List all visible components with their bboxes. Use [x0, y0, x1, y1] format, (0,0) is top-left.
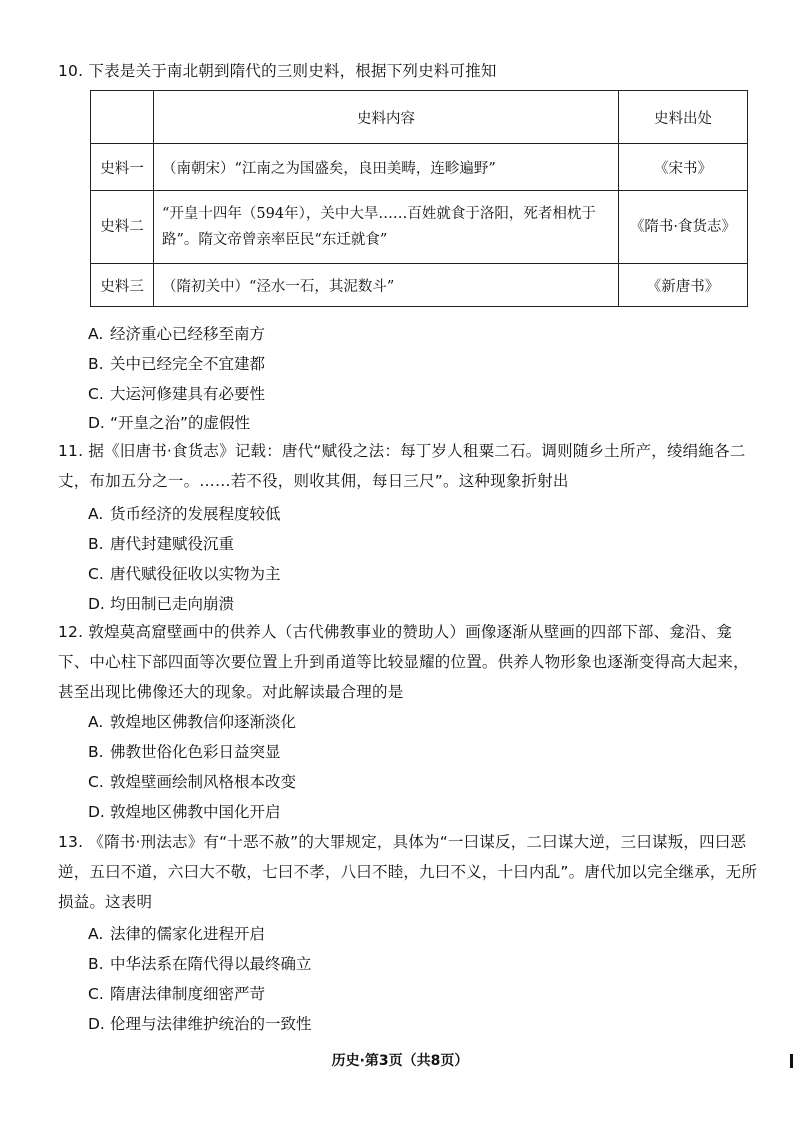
option-label: A.	[88, 325, 104, 343]
option-text: 唐代封建赋役沉重	[110, 535, 235, 553]
option-label: A.	[88, 505, 104, 523]
table-header-cell: 史料内容	[154, 91, 619, 144]
option-c[interactable]	[88, 982, 265, 1006]
option-label: C.	[88, 773, 104, 791]
option-text: 经济重心已经移至南方	[110, 325, 266, 343]
option-text: 敦煌壁画绘制风格根本改变	[110, 773, 297, 791]
option-text: 唐代赋役征收以实物为主	[110, 565, 281, 583]
option-d[interactable]	[88, 411, 250, 435]
question-13-stem	[58, 827, 758, 917]
option-d[interactable]	[88, 800, 281, 824]
row-content: （南朝宋）“江南之为国盛矣，良田美畴，连畛遍野”	[154, 144, 619, 191]
option-text: 佛教世俗化色彩日益突显	[110, 743, 281, 761]
option-c[interactable]	[88, 562, 281, 586]
table-row	[91, 144, 748, 191]
option-text: 敦煌地区佛教中国化开启	[110, 803, 281, 821]
option-text: “开皇之治”的虚假性	[110, 414, 251, 432]
option-label: C.	[88, 565, 104, 583]
question-10-stem	[58, 56, 758, 86]
option-b[interactable]	[88, 352, 265, 376]
scan-mark	[790, 1054, 793, 1068]
option-label: D.	[88, 1015, 105, 1033]
question-text: 据《旧唐书·食货志》记载：唐代“赋役之法：每丁岁人租粟二石。调则随乡土所产，绫绢絁各二丈，布加五分之一。……若不役，则收其佣，每日三尺”。这种现象折射出	[58, 442, 746, 490]
option-label: A.	[88, 925, 104, 943]
option-label: C.	[88, 985, 104, 1003]
option-d[interactable]	[88, 592, 234, 616]
row-source: 《新唐书》	[619, 264, 748, 307]
option-a[interactable]	[88, 502, 281, 526]
option-c[interactable]	[88, 382, 265, 406]
option-label: D.	[88, 595, 105, 613]
option-c[interactable]	[88, 770, 296, 794]
table-header-cell	[91, 91, 154, 144]
question-text: 敦煌莫高窟壁画中的供养人（古代佛教事业的赞助人）画像逐渐从壁画的四部下部、龛沿、龛下、中心柱下部四面等次要位置上升到甬道等比较显耀的位置。供养人物形象也逐渐变得高大起来，甚至出现比佛像还大的现象。对此解读最合理的是	[58, 623, 749, 701]
row-source: 《隋书·食货志》	[619, 191, 748, 264]
option-label: B.	[88, 743, 104, 761]
option-d[interactable]	[88, 1012, 312, 1036]
option-b[interactable]	[88, 952, 312, 976]
table-header-cell: 史料出处	[619, 91, 748, 144]
option-text: 隋唐法律制度细密严苛	[110, 985, 266, 1003]
question-number: 11.	[58, 442, 84, 460]
option-b[interactable]	[88, 532, 234, 556]
question-text: 《隋书·刑法志》有“十恶不赦”的大罪规定，具体为“一曰谋反，二曰谋大逆，三曰谋叛，四曰恶逆，五曰不道，六曰大不敬，七曰不孝，八曰不睦，九曰不义，十曰内乱”。唐代加以完全继承，无所损益。这表明	[58, 833, 758, 911]
option-text: 敦煌地区佛教信仰逐渐淡化	[110, 713, 297, 731]
question-text: 下表是关于南北朝到隋代的三则史料，根据下列史料可推知	[88, 62, 497, 80]
option-a[interactable]	[88, 710, 296, 734]
option-label: D.	[88, 803, 105, 821]
question-12-stem	[58, 617, 758, 707]
option-text: 货币经济的发展程度较低	[110, 505, 281, 523]
question-number: 12.	[58, 623, 84, 641]
row-label: 史料二	[91, 191, 154, 264]
option-b[interactable]	[88, 740, 281, 764]
option-text: 关中已经完全不宜建都	[110, 355, 266, 373]
row-content: （隋初关中）“泾水一石，其泥数斗”	[154, 264, 619, 307]
question-number: 13.	[58, 833, 84, 851]
table-row	[91, 191, 748, 264]
source-table	[90, 90, 748, 307]
question-number: 10.	[58, 62, 84, 80]
option-a[interactable]	[88, 322, 265, 346]
option-label: D.	[88, 414, 105, 432]
option-text: 大运河修建具有必要性	[110, 385, 266, 403]
option-label: B.	[88, 535, 104, 553]
row-content: “开皇十四年（594年），关中大旱……百姓就食于洛阳，死者相枕于路”。隋文帝曾亲率臣民“东迁就食”	[154, 191, 619, 264]
row-label: 史料一	[91, 144, 154, 191]
option-label: C.	[88, 385, 104, 403]
row-label: 史料三	[91, 264, 154, 307]
table-header-row	[91, 91, 748, 144]
option-text: 法律的儒家化进程开启	[110, 925, 266, 943]
option-text: 伦理与法律维护统治的一致性	[110, 1015, 312, 1033]
row-source: 《宋书》	[619, 144, 748, 191]
option-a[interactable]	[88, 922, 265, 946]
option-label: B.	[88, 355, 104, 373]
option-label: B.	[88, 955, 104, 973]
question-11-stem	[58, 436, 758, 496]
table-row	[91, 264, 748, 307]
option-label: A.	[88, 713, 104, 731]
option-text: 均田制已走向崩溃	[110, 595, 235, 613]
page-footer: 历史·第3页（共8页）	[331, 1053, 469, 1069]
option-text: 中华法系在隋代得以最终确立	[110, 955, 312, 973]
